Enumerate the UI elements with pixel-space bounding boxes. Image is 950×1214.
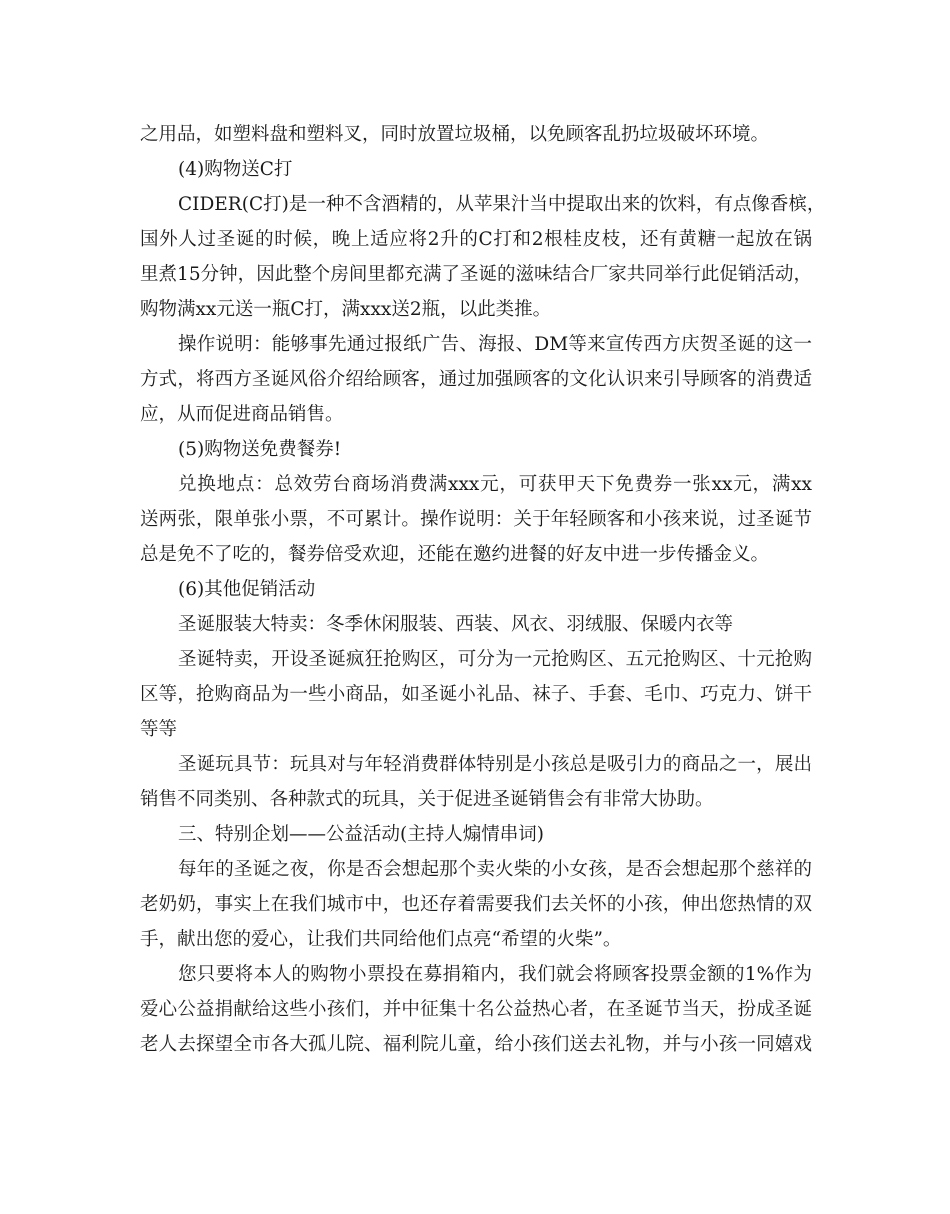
document-page: 之用品，如塑料盘和塑料叉，同时放置垃圾桶，以免顾客乱扔垃圾破坏环境。 (4)购物送C打 CIDER(C打)是一种不含酒精的，从苹果汁当中提取出来的饮料，有点像香槟， 国外人过圣诞的时候，晚上适应将2升的C打和2根桂皮枝，还有黄糖一起放在锅 里煮15分钟，因此整个房间里都充满了圣诞的滋味结合厂家共同举行此促销活动， 购物满xx元送一瓶C打，满xxx送2瓶，以此类推。 操作说明：能够事先通过报纸广告、海报、DM等来宣传西方庆贺圣诞的这一 方式，将西方圣诞风俗介绍给顾客，通过加强顾客的文化认识来引导顾客的消费适 应，从而促进商品销售。 (5)购物送免费餐券! 兑换地点：总效劳台商场消费满xxx元，可获甲天下免费券一张xx元，满xx 送两张，限单张小票，不可累计。操作说明：关于年轻顾客和小孩来说，过圣诞节 总是免不了吃的，餐券倍受欢迎，还能在邀约进餐的好友中进一步传播金义。 (6)其他促销活动 圣诞服装大特卖：冬季休闲服装、西装、风衣、羽绒服、保暖内衣等 圣诞特卖，开设圣诞疯狂抢购区，可分为一元抢购区、五元抢购区、十元抢购 区等，抢购商品为一些小商品，如圣诞小礼品、袜子、手套、毛巾、巧克力、饼干 等等 圣诞玩具节：玩具对与年轻消费群体特别是小孩总是吸引力的商品之一，展出 销售不同类别、各种款式的玩具，关于促进圣诞销售会有非常大协助。 三、特别企划——公益活动(主持人煽情串词) 每年的圣诞之夜，你是否会想起那个卖火柴的小女孩，是否会想起那个慈祥的 老奶奶，事实上在我们城市中，也还存着需要我们去关怀的小孩，伸出您热情的双 手，献出您的爱心，让我们共同给他们点亮“希望的火柴”。 您只要将本人的购物小票投在募捐箱内，我们就会将顾客投票金额的1%作为 爱心公益捐献给这些小孩们，并中征集十名公益热心者，在圣诞节当天，扮成圣诞 老人去探望全市各大孤儿院、福利院儿童，给小孩们送去礼物，并与小孩一同嬉戏 <box>140 124 826 1055</box>
